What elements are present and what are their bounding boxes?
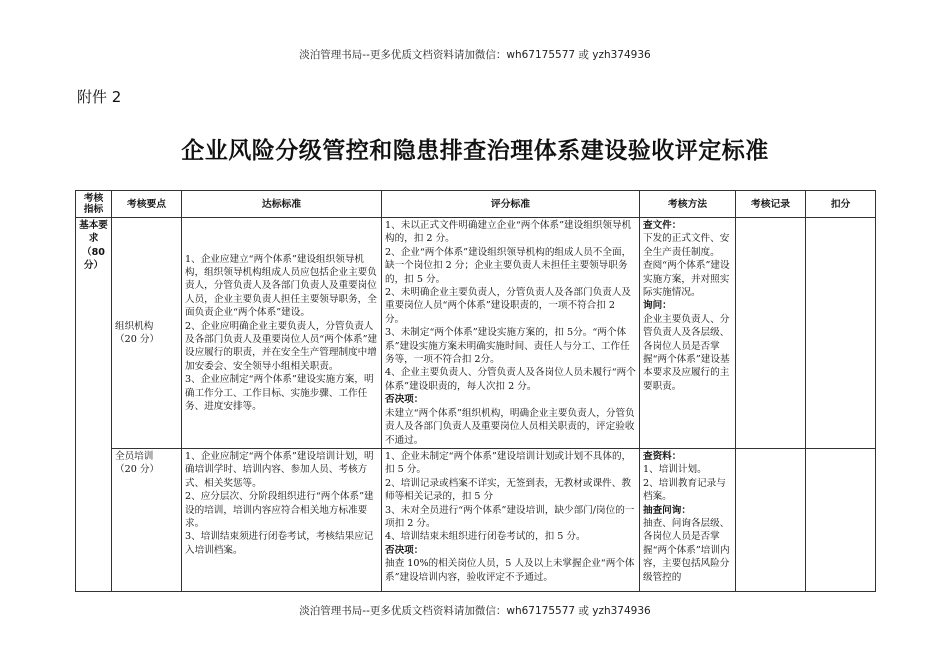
header-index: 考核指标 [76,191,112,218]
header-deduction: 扣分 [806,191,876,218]
header-standard: 达标标准 [182,191,382,218]
standard-cell [182,218,382,449]
method-cell [640,449,736,592]
scoring-item: 2、企业“两个体系”建设组织领导机构的组成人员不全面，缺一个岗位扣 2 分；企业主要负责人未担任主要领导职务的，扣 5 分。 [385,246,632,285]
point-cell [112,449,182,592]
standard-item: 1、企业应制定“两个体系”建设培训计划，明确培训学时、培训内容、参加人员、考核方式、相关奖惩等。 [185,451,374,489]
record-cell [736,449,806,592]
header-point: 考核要点 [112,191,182,218]
scoring-item: 1、企业未制定“两个体系”建设培训计划或计划不具体的，扣 5 分。 [385,451,632,476]
point-cell [112,218,182,449]
scoring-item: 2、未明确企业主要负责人，分管负责人及各部门负责人及重要岗位人员“两个体系”建设职责的，一项不符合扣 2 分。 [385,287,631,325]
index-cell: 基本要求（80分） [76,218,112,592]
standard-item: 1、企业应建立“两个体系”建设组织领导机构，组织领导机构组成人员应包括企业主要负责人，分管负责人及各部门负责人及重要岗位人员，企业主要负责人担任主要领导职务，全面负责企业“两个体系”建设。 [185,253,377,319]
method-label: 查资料： [643,451,682,462]
method-text: 抽查、问询各层级、各岗位人员是否掌握“两个体系”培训内容，主要包括风险分级管控的 [643,518,730,583]
header-watermark: 淡泊管理书局--更多优质文档资料请加微信：wh67175577 或 yzh374936 [299,49,651,61]
footer-watermark: 淡泊管理书局--更多优质文档资料请加微信：wh67175577 或 yzh374936 [299,605,651,617]
scoring-cell [382,449,640,592]
method-text: 1、培训计划。 [643,464,707,476]
point-name: 组织机构 [115,320,154,332]
standard-item: 3、培训结束须进行闭卷考试，考核结果应记入培训档案。 [185,531,374,556]
deduction-cell [806,218,876,449]
method-text: 2、培训教育记录与档案。 [643,477,726,503]
scoring-item: 4、企业主要负责人、分管负责人及各岗位人员未履行“两个体系”建设职责的，每人次扣 2 分。 [385,367,636,392]
attachment-label: 附件 2 [77,88,122,106]
record-cell [736,218,806,449]
deduction-cell [806,449,876,592]
method-text: 查阅“两个体系”建设实施方案，并对照实际实施情况。 [643,260,730,299]
standard-item: 2、应分层次、分阶段组织进行“两个体系”建设的培训，培训内容应符合相关地方标准要求。 [185,491,374,530]
page-title: 企业风险分级管控和隐患排查治理体系建设验收评定标准 [181,137,769,164]
method-cell [640,218,736,449]
method-label: 查文件： [643,220,682,231]
standard-item: 3、企业应制定“两个体系”建设实施方案，明确工作分工、工作目标、实施步骤、工作任务、进度安排等。 [185,374,374,413]
table-row [76,449,876,592]
scoring-item: 4、培训结束未组织进行闭卷考试的，扣 5 分。 [385,531,586,543]
header-method: 考核方法 [640,191,736,218]
scoring-cell [382,218,640,449]
evaluation-table [75,190,876,592]
method-text: 下发的正式文件、安全生产责任制度。 [643,233,730,258]
table-row [76,218,876,449]
veto-text: 未建立“两个体系”组织机构，明确企业主要负责人，分管负责人及各部门负责人及重要岗位人员相关职责的，评定验收不通过。 [385,407,635,446]
veto-text: 抽查 10%的相关岗位人员，5 人及以上未掌握企业“两个体系”建设培训内容，验收评定不予通过。 [385,558,635,583]
scoring-item: 2、培训记录或档案不详实，无签到表，无教材或课件、教师等相关记录的，扣 5 分 [385,477,631,503]
table-header-row [76,191,876,218]
point-score: （20 分） [115,464,160,476]
standard-item: 2、企业应明确企业主要负责人，分管负责人及各部门负责人及重要岗位人员“两个体系”建设应履行的职责，并在安全生产管理制度中增加安委会、安全领导小组相关职责。 [185,320,378,372]
scoring-item: 1、未以正式文件明确建立企业“两个体系”建设组织领导机构的，扣 2 分。 [385,220,632,245]
header-record: 考核记录 [736,191,806,218]
standard-cell [182,449,382,592]
veto-label: 否决项： [385,394,424,406]
header-scoring: 评分标准 [382,191,640,218]
veto-label: 否决项： [385,544,424,556]
point-name: 全员培训 [115,451,154,462]
method-label: 抽查问询： [643,504,691,516]
method-text: 企业主要负责人、分管负责人及各层级、各岗位人员是否掌握“两个体系”建设基本要求及应履行的主要职责。 [643,313,730,392]
point-score: （20 分） [115,334,160,345]
method-label: 询问： [643,300,672,312]
scoring-item: 3、未对全员进行“两个体系”建设培训，缺少部门/岗位的一项扣 2 分。 [385,504,635,530]
scoring-item: 3、未制定“两个体系”建设实施方案的，扣 5分。“两个体系”建设实施方案未明确实施时间、责任人与分工、工作任务等，一项不符合扣 2分。 [385,327,630,366]
